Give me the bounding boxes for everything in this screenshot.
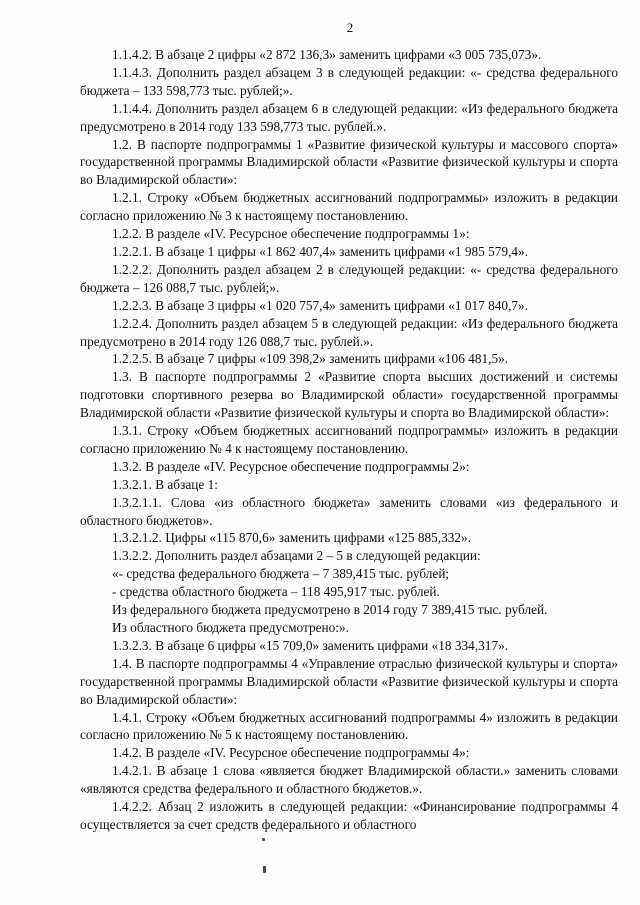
paragraph-1-4: 1.4. В паспорте подпрограммы 4 «Управление отраслью физической культуры и спорта» государственной программы Владимирской области «Развитие физической культуры и спорта во Владимирской области»:: [80, 655, 618, 707]
scan-speck: [263, 866, 266, 873]
paragraph-quote-regional: - средства областного бюджета – 118 495,917 тыс. рублей.: [112, 584, 440, 600]
paragraph-1-1-4-4: 1.1.4.4. Дополнить раздел абзацем 6 в следующей редакции: «Из федерального бюджета предусмотрено в 2014 году 133 598,773 тыс. рублей.».: [80, 100, 618, 134]
paragraph-1-2-2-3: 1.2.2.3. В абзаце 3 цифры «1 020 757,4» заменить цифрами «1 017 840,7».: [112, 297, 529, 313]
paragraph-1-4-1: 1.4.1. Строку «Объем бюджетных ассигнований подпрограммы 4» изложить в редакции согласно приложению № 5 к настоящему постановлению.: [80, 709, 618, 743]
paragraph-1-1-4-2: 1.1.4.2. В абзаце 2 цифры «2 872 136,3» заменить цифрами «3 005 735,073».: [112, 47, 542, 62]
paragraph-quote-regional-planned: Из областного бюджета предусмотрено:».: [112, 620, 349, 635]
paragraph-1-3-2-1-2: 1.3.2.1.2. Цифры «115 870,6» заменить цифрами «125 885,332».: [112, 530, 472, 546]
paragraph-1-4-2: 1.4.2. В разделе «IV. Ресурсное обеспечение подпрограммы 4»:: [112, 745, 470, 761]
scan-speck: [262, 838, 265, 841]
page-number: 2: [346, 20, 354, 35]
paragraph-1-4-2-1: 1.4.2.1. В абзаце 1 слова «является бюджет Владимирской области.» заменить словами «являются средства федерального и областного бюджетов.».: [80, 763, 618, 797]
paragraph-1-2-2-4: 1.2.2.4. Дополнить раздел абзацем 5 в следующей редакции: «Из федерального бюджета предусмотрено в 2014 году 126 088,7 тыс. рублей.».: [80, 315, 618, 349]
paragraph-quote-federal-2014: Из федерального бюджета предусмотрено в 2014 году 7 389,415 тыс. рублей.: [112, 602, 548, 618]
paragraph-1-3: 1.3. В паспорте подпрограммы 2 «Развитие спорта высших достижений и системы подготовки спортивного резерва во Владимирской области» государственной программы Владимирской области «Развитие физической культуры и спорта во Владимирской области»:: [80, 369, 618, 421]
document-body: [80, 46, 618, 834]
paragraph-1-3-2-1-1: 1.3.2.1.1. Слова «из областного бюджета» заменить словами «из федерального и областного бюджетов».: [80, 494, 618, 528]
paragraph-quote-federal: «- средства федерального бюджета – 7 389,415 тыс. рублей;: [112, 566, 450, 582]
paragraph-1-2-2-1: 1.2.2.1. В абзаце 1 цифры «1 862 407,4» заменить цифрами «1 985 579,4».: [112, 243, 529, 259]
paragraph-1-4-2-2: 1.4.2.2. Абзац 2 изложить в следующей редакции: «Финансирование подпрограммы 4 осуществляется за счет средств федерального и областного: [80, 799, 618, 832]
paragraph-1-3-2-3: 1.3.2.3. В абзаце 6 цифры «15 709,0» заменить цифрами «18 334,317».: [112, 637, 509, 653]
paragraph-1-2-2: 1.2.2. В разделе «IV. Ресурсное обеспечение подпрограммы 1»:: [112, 226, 470, 242]
paragraph-1-2-2-2: 1.2.2.2. Дополнить раздел абзацем 2 в следующей редакции: «- средства федерального бюджета – 126 088,7 тыс. рублей;».: [80, 261, 618, 295]
paragraph-1-3-2: 1.3.2. В разделе «IV. Ресурсное обеспечение подпрограммы 2»:: [112, 458, 470, 474]
paragraph-1-3-2-2: 1.3.2.2. Дополнить раздел абзацами 2 – 5 в следующей редакции:: [112, 548, 481, 564]
paragraph-1-1-4-3: 1.1.4.3. Дополнить раздел абзацем 3 в следующей редакции: «- средства федерального бюджета – 133 598,773 тыс. рублей;».: [80, 64, 618, 98]
paragraph-1-2-2-5: 1.2.2.5. В абзаце 7 цифры «109 398,2» заменить цифрами «106 481,5».: [112, 351, 509, 367]
paragraph-1-2: 1.2. В паспорте подпрограммы 1 «Развитие физической культуры и массового спорта» государственной программы Владимирской области «Развитие физической культуры и спорта во Владимирской области»:: [80, 136, 618, 188]
paragraph-1-3-2-1: 1.3.2.1. В абзаце 1:: [112, 476, 218, 492]
paragraph-1-3-1: 1.3.1. Строку «Объем бюджетных ассигнований подпрограммы» изложить в редакции согласно приложению № 4 к настоящему постановлению.: [80, 423, 618, 456]
paragraph-1-2-1: 1.2.1. Строку «Объем бюджетных ассигнований подпрограммы» изложить в редакции согласно приложению № 3 к настоящему постановлению.: [80, 190, 618, 224]
